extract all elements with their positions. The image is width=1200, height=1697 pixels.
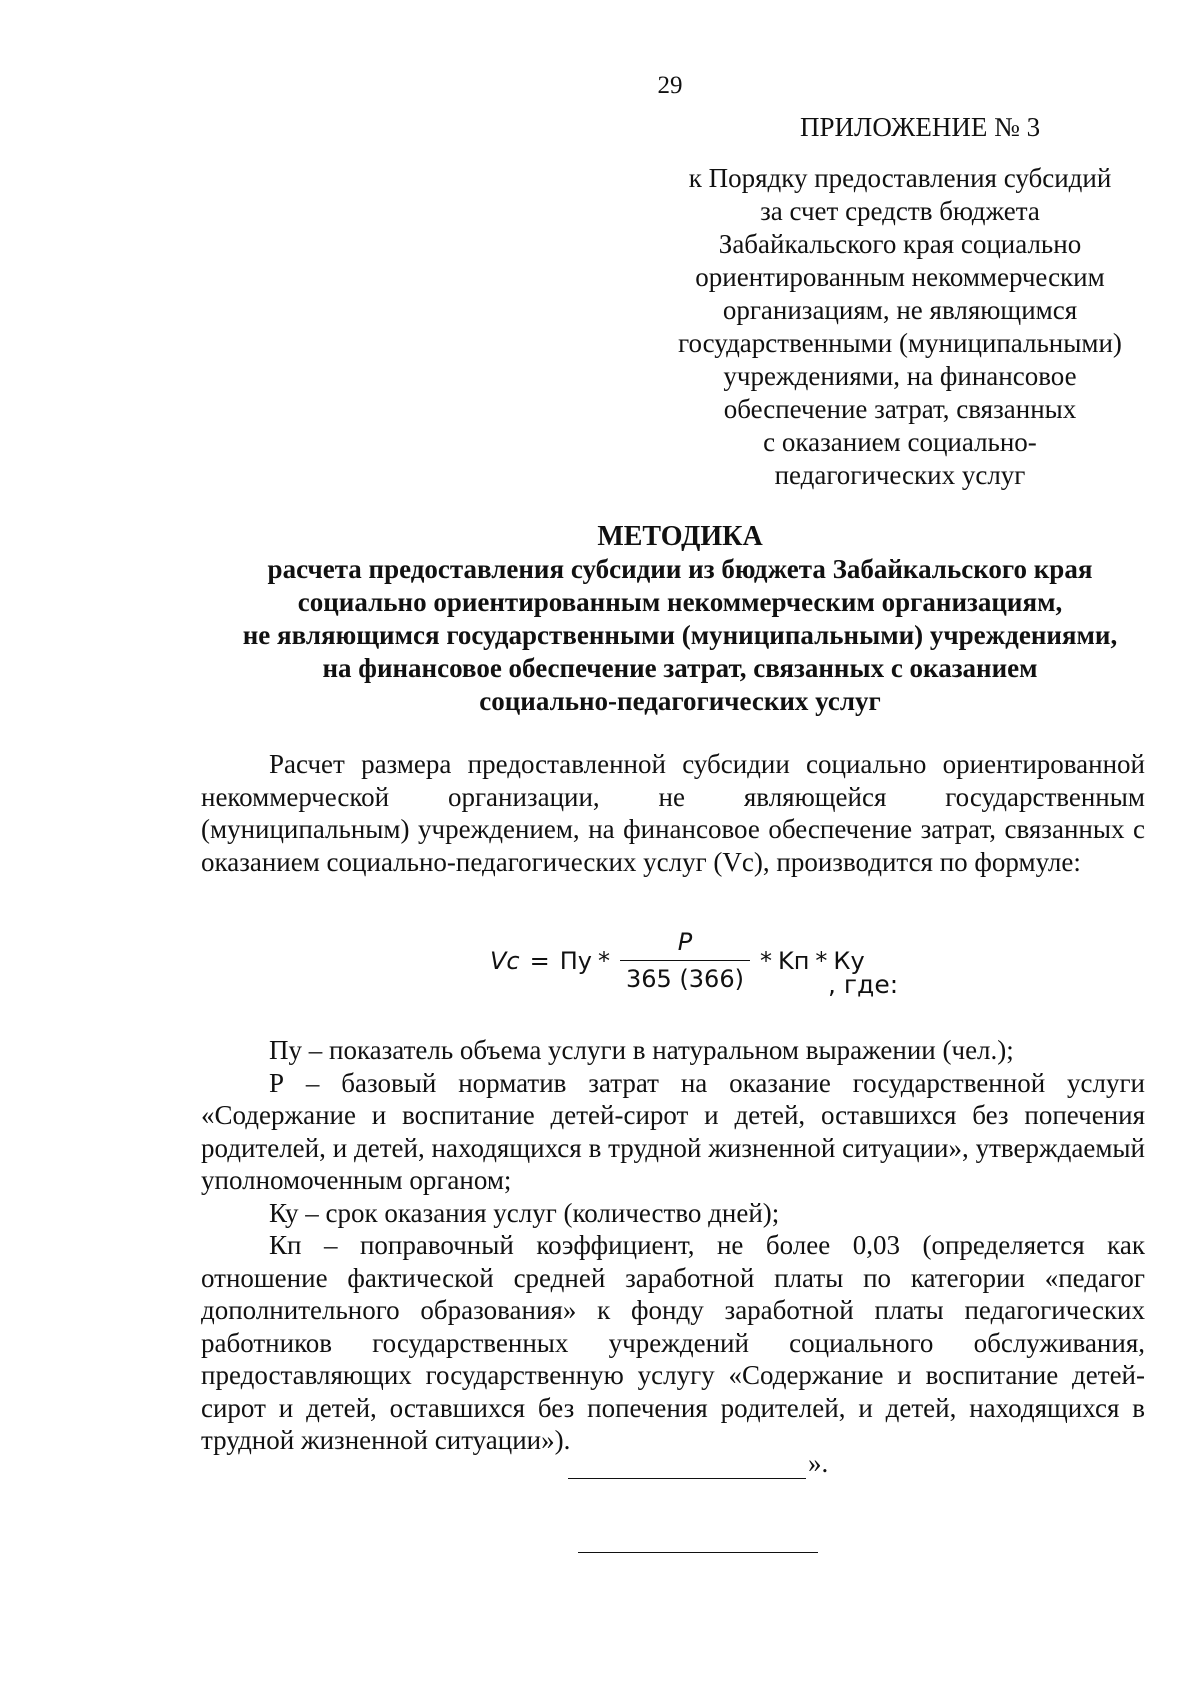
formula-equals: = [529, 946, 550, 975]
appendix-note-line: учреждениями, на финансовое [723, 361, 1077, 391]
definition-item: Р – базовый норматив затрат на оказание государственной услуги «Содержание и воспитание детей-сирот и детей, оставшихся без попечения родителей, и детей, находящихся в трудной жизненной ситуации», утверждаемый уполномоченным органом; [201, 1067, 1145, 1195]
definition-item: Пу – показатель объема услуги в натуральном выражении (чел.); [269, 1035, 1014, 1065]
method-heading-line: социально-педагогических услуг [479, 686, 881, 716]
formula-multiply: * [597, 946, 610, 975]
appendix-note-line: за счет средств бюджета [760, 196, 1040, 226]
closing-line [568, 1448, 828, 1479]
formula-term-pu: Пу [559, 946, 592, 975]
end-divider [578, 1552, 818, 1553]
formula [490, 928, 865, 993]
closing-mark: ». [808, 1448, 829, 1478]
formula-term-kp: Kп [777, 946, 810, 975]
formula-denominator: 365 (366) [620, 960, 750, 993]
formula-multiply: * [759, 946, 772, 975]
appendix-note-line: педагогических услуг [774, 460, 1026, 490]
method-heading-line: не являющимся государственными (муниципальными) учреждениями, [242, 620, 1118, 650]
appendix-title: ПРИЛОЖЕНИЕ № 3 [800, 112, 1041, 142]
closing-rule [568, 1452, 806, 1479]
formula-numerator: P [677, 928, 693, 956]
formula-fraction [620, 928, 750, 993]
page-number: 29 [657, 72, 683, 99]
appendix-note-line: организациям, не являющимся [722, 295, 1078, 325]
method-heading [180, 520, 1180, 718]
appendix-note-line: государственными (муниципальными) [678, 328, 1122, 358]
method-heading-line: социально ориентированным некоммерческим организациям, [297, 587, 1063, 617]
definitions [201, 1034, 1145, 1457]
method-title: МЕТОДИКА [597, 521, 763, 552]
appendix-note-line: ориентированным некоммерческим [695, 262, 1105, 292]
method-heading-line: на финансовое обеспечение затрат, связанных с оказанием [322, 653, 1038, 683]
appendix-note-line: с оказанием социально- [763, 427, 1037, 457]
definition-item: Ку – срок оказания услуг (количество дней); [269, 1197, 780, 1228]
definition-item: Кп – поправочный коэффициент, не более 0,03 (определяется как отношение фактической средней заработной платы по категории «педагог дополнительного образования» к фонду заработной платы педагогических работников государственных учреждений социального обслуживания, предоставляющих государственную услугу «Содержание и воспитание детей-сирот и детей, оставшихся без попечения родителей, и детей, находящихся в трудной жизненной ситуации»). [201, 1230, 1145, 1455]
method-heading-line: расчета предоставления субсидии из бюджета Забайкальского края [267, 554, 1093, 584]
formula-multiply: * [815, 946, 828, 975]
appendix-note-line: обеспечение затрат, связанных [723, 394, 1077, 424]
appendix-note-line: к Порядку предоставления субсидий [688, 163, 1112, 193]
appendix-note-line: Забайкальского края социально [718, 229, 1082, 259]
formula-term-ku: Ку [833, 946, 865, 975]
formula-where: , где: [828, 970, 899, 999]
formula-lhs: Vc [490, 946, 520, 975]
appendix-note [660, 162, 1140, 492]
intro-paragraph: Расчет размера предоставленной субсидии социально ориентированной некоммерческой организации, не являющейся государственным (муниципальным) учреждением, на финансовое обеспечение затрат, связанных с оказанием социально-педагогических услуг (Vс), производится по формуле: [201, 749, 1145, 877]
